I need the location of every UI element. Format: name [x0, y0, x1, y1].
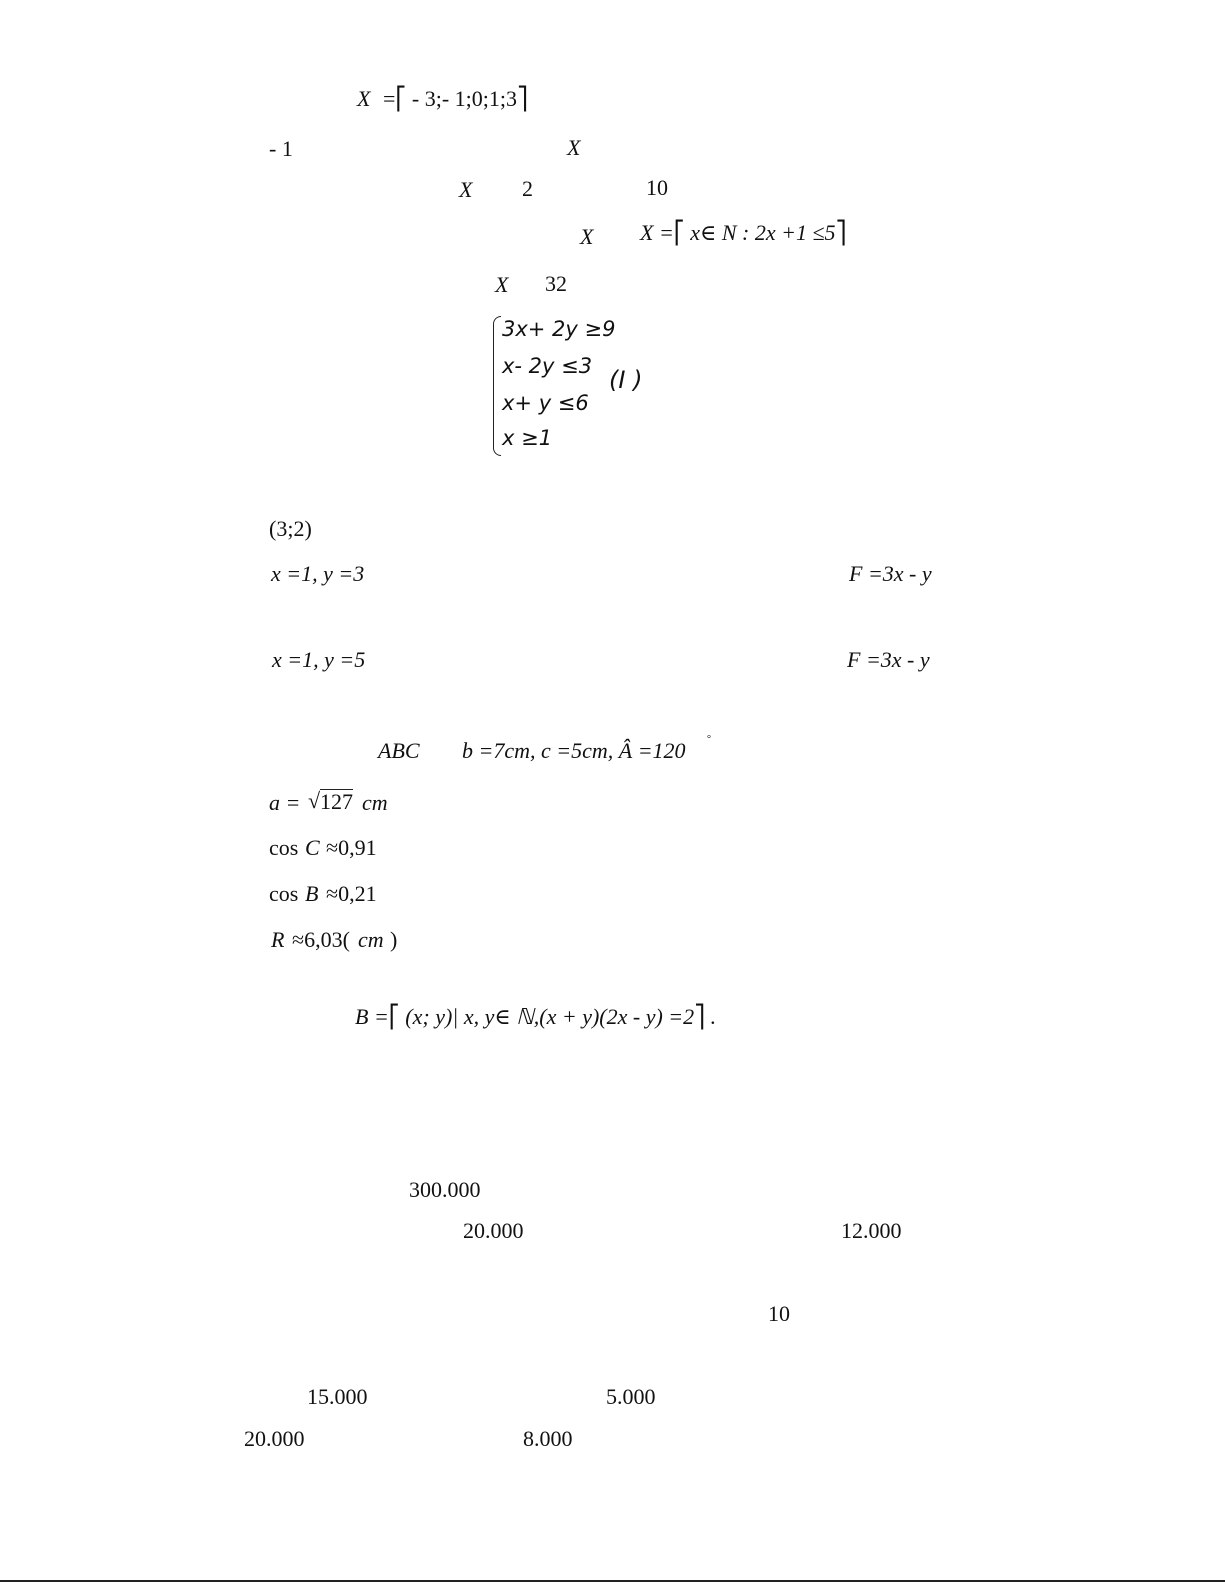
system-inequality-1: 3x+ 2y ≥9 — [502, 317, 616, 341]
number-thirty-two: 32 — [545, 271, 567, 296]
system-label: (I ) — [609, 366, 643, 394]
system-inequality-4: x ≥1 — [502, 426, 553, 450]
side-a-lhs: a = — [269, 790, 301, 815]
side-a-radicand: 127 — [320, 789, 353, 814]
sqrt-icon: √ — [308, 788, 321, 813]
triangle-name: ABC — [378, 738, 420, 763]
radius-close: ) — [390, 927, 398, 952]
cos-c-value: ≈0,91 — [326, 835, 377, 860]
system-brace — [493, 316, 501, 456]
set-x-variable: X — [495, 272, 509, 297]
number-20000: 20.000 — [244, 1426, 305, 1451]
number-15000: 15.000 — [307, 1384, 368, 1409]
set-x-variable: X — [459, 177, 473, 202]
set-x-variable: X — [567, 135, 581, 160]
number-8000: 8.000 — [523, 1426, 573, 1451]
number-ten: 10 — [646, 175, 668, 200]
number-10: 10 — [768, 1301, 790, 1326]
cos-b-value: ≈0,21 — [326, 881, 377, 906]
option-a-condition: x =1, y =3 — [271, 561, 365, 586]
radius-value: ≈6,03( — [292, 927, 350, 952]
number-300000: 300.000 — [409, 1177, 481, 1202]
set-b-definition: B =⎡ (x; y)| x, y∈ ℕ,(x + y)(2x - y) =2⎤ . — [355, 1004, 717, 1029]
system-inequality-2: x- 2y ≤3 — [502, 354, 593, 378]
set-x-variable: X — [357, 86, 371, 111]
number-5000: 5.000 — [606, 1384, 656, 1409]
set-x-definition: X =⎡ x∈ N : 2x +1 ≤5⎤ — [640, 220, 847, 245]
degree-symbol: ° — [707, 734, 711, 745]
cos-c-var: C — [305, 835, 320, 860]
cos-b-fn: cos — [269, 881, 299, 906]
option-a-function: F =3x - y — [849, 561, 932, 586]
cos-c-fn: cos — [269, 835, 299, 860]
number-20000: 20.000 — [463, 1218, 524, 1243]
point-coordinates: (3;2) — [269, 516, 312, 541]
system-inequality-3: x+ y ≤6 — [502, 391, 589, 415]
side-a-unit: cm — [362, 790, 388, 815]
radius-unit: cm — [358, 927, 384, 952]
option-b-condition: x =1, y =5 — [272, 647, 366, 672]
set-x-variable: X — [580, 224, 594, 249]
page-bottom-rule — [0, 1580, 1225, 1582]
minus-one-value: - 1 — [269, 136, 293, 161]
set-x-elements: =⎡ - 3;- 1;0;1;3⎤ — [383, 86, 529, 111]
number-12000: 12.000 — [841, 1218, 902, 1243]
triangle-given: b =7cm, c =5cm, Â =120 — [462, 738, 686, 763]
option-b-function: F =3x - y — [847, 647, 930, 672]
number-two: 2 — [522, 176, 533, 201]
radius-var: R — [271, 927, 285, 952]
cos-b-var: B — [305, 881, 319, 906]
